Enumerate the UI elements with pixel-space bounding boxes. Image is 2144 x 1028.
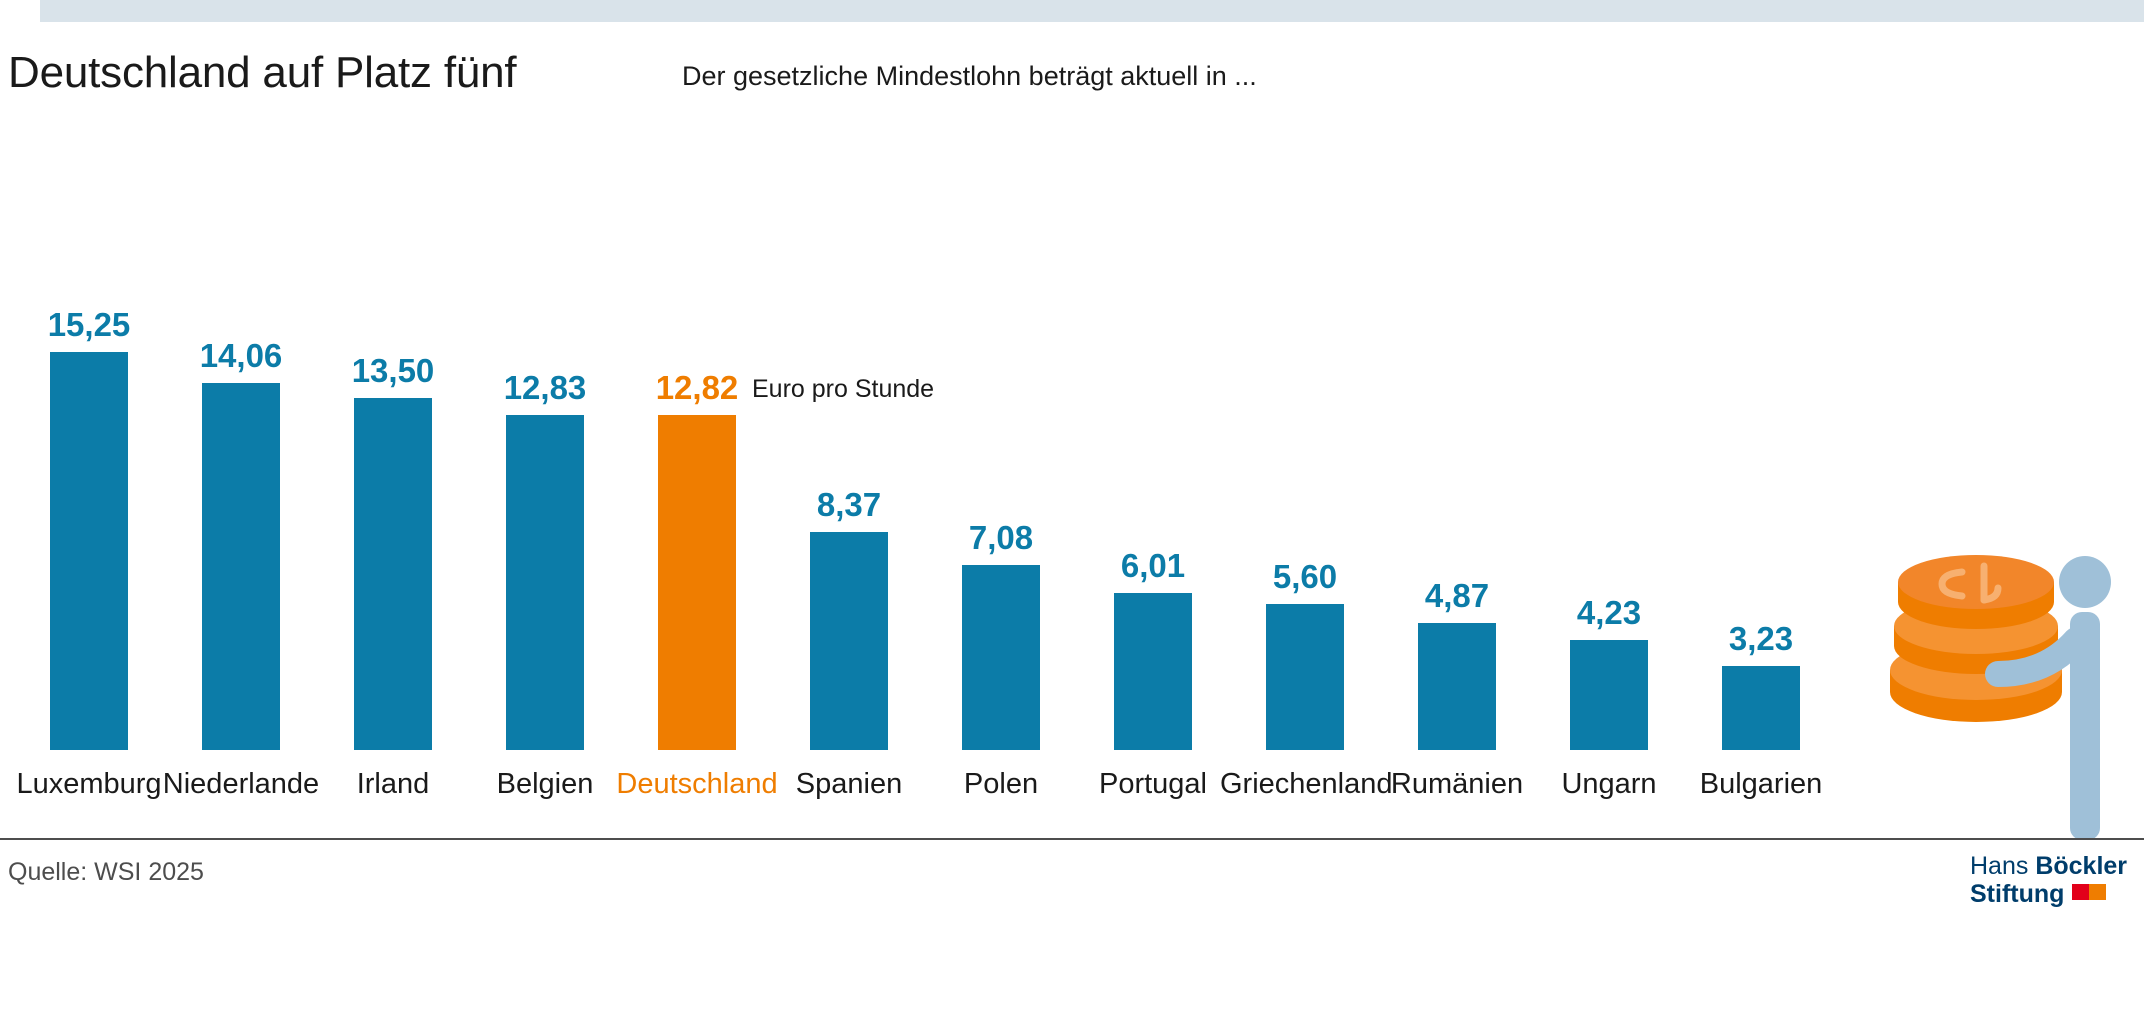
footer-divider xyxy=(0,838,2144,840)
category-label: Rumänien xyxy=(1390,768,1524,800)
bar-column xyxy=(178,150,337,750)
category-label: Griechenland xyxy=(1220,768,1393,800)
category-axis xyxy=(8,768,1888,812)
bar-value-label: 12,82 xyxy=(655,369,739,406)
bar-value-label: 13,50 xyxy=(351,352,435,389)
logo-flag-icon xyxy=(2072,884,2106,900)
bar-value-label: 15,25 xyxy=(47,306,131,343)
bar-value-label: 6,01 xyxy=(1120,547,1186,584)
bar xyxy=(810,532,888,750)
bar-value-label: 7,08 xyxy=(968,519,1034,556)
bar-column xyxy=(330,150,489,750)
bar-value-label: 3,23 xyxy=(1728,620,1794,657)
top-bar xyxy=(0,0,2144,22)
bar xyxy=(50,352,128,750)
bar-value-label: 4,87 xyxy=(1424,577,1490,614)
chart-header xyxy=(0,48,2144,108)
top-bar-fill xyxy=(40,0,2144,22)
category-label: Ungarn xyxy=(1561,768,1657,800)
bar-column xyxy=(634,150,793,750)
unit-annotation: Euro pro Stunde xyxy=(752,375,935,403)
bar xyxy=(1570,640,1648,750)
bar xyxy=(962,565,1040,750)
category-label: Portugal xyxy=(1098,768,1207,800)
chart-plot-area xyxy=(0,150,2144,750)
page-title: Deutschland auf Platz fünf xyxy=(8,48,517,97)
bar-column xyxy=(1698,150,1857,750)
bar-value-label: 5,60 xyxy=(1272,558,1338,595)
logo-text-hans: Hans xyxy=(1970,852,2036,880)
category-label: Irland xyxy=(356,768,430,800)
bar xyxy=(354,398,432,750)
hans-boeckler-stiftung-logo xyxy=(1970,852,2130,918)
logo-text-boeckler: Böckler xyxy=(2035,852,2128,880)
coins-person-illustration xyxy=(1880,520,2130,840)
logo-line-2 xyxy=(1970,880,2130,908)
bar xyxy=(506,415,584,750)
category-label: Polen xyxy=(963,768,1039,800)
bar xyxy=(202,383,280,750)
bar xyxy=(1722,666,1800,750)
bar xyxy=(1114,593,1192,750)
category-label: Niederlande xyxy=(162,768,320,800)
bar-value-label: 8,37 xyxy=(816,486,882,523)
bar-highlight xyxy=(658,415,736,750)
bar-column xyxy=(1546,150,1705,750)
bar-column xyxy=(1394,150,1553,750)
bar xyxy=(1266,604,1344,750)
source-note: Quelle: WSI 2025 xyxy=(8,858,204,886)
bar-value-label: 4,23 xyxy=(1576,594,1642,631)
bar-column xyxy=(938,150,1097,750)
bar-column xyxy=(482,150,641,750)
category-label: Belgien xyxy=(496,768,594,800)
bar-column xyxy=(26,150,185,750)
bar-value-label: 14,06 xyxy=(199,337,283,374)
top-bar-left-gap xyxy=(0,0,40,22)
logo-text-stiftung: Stiftung xyxy=(1970,880,2065,908)
bar xyxy=(1418,623,1496,750)
category-label: Bulgarien xyxy=(1699,768,1823,800)
bar-column xyxy=(1090,150,1249,750)
chart-subtitle: Der gesetzliche Mindestlohn beträgt aktuell in ... xyxy=(682,61,1257,91)
bar-value-label: 12,83 xyxy=(503,369,587,406)
logo-line-1 xyxy=(1970,852,2130,880)
category-label: Spanien xyxy=(795,768,903,800)
bar-column xyxy=(1242,150,1401,750)
category-label: Deutschland xyxy=(616,768,778,800)
category-label: Luxemburg xyxy=(16,768,162,800)
bar-series xyxy=(8,150,1888,750)
bar-column xyxy=(786,150,945,750)
